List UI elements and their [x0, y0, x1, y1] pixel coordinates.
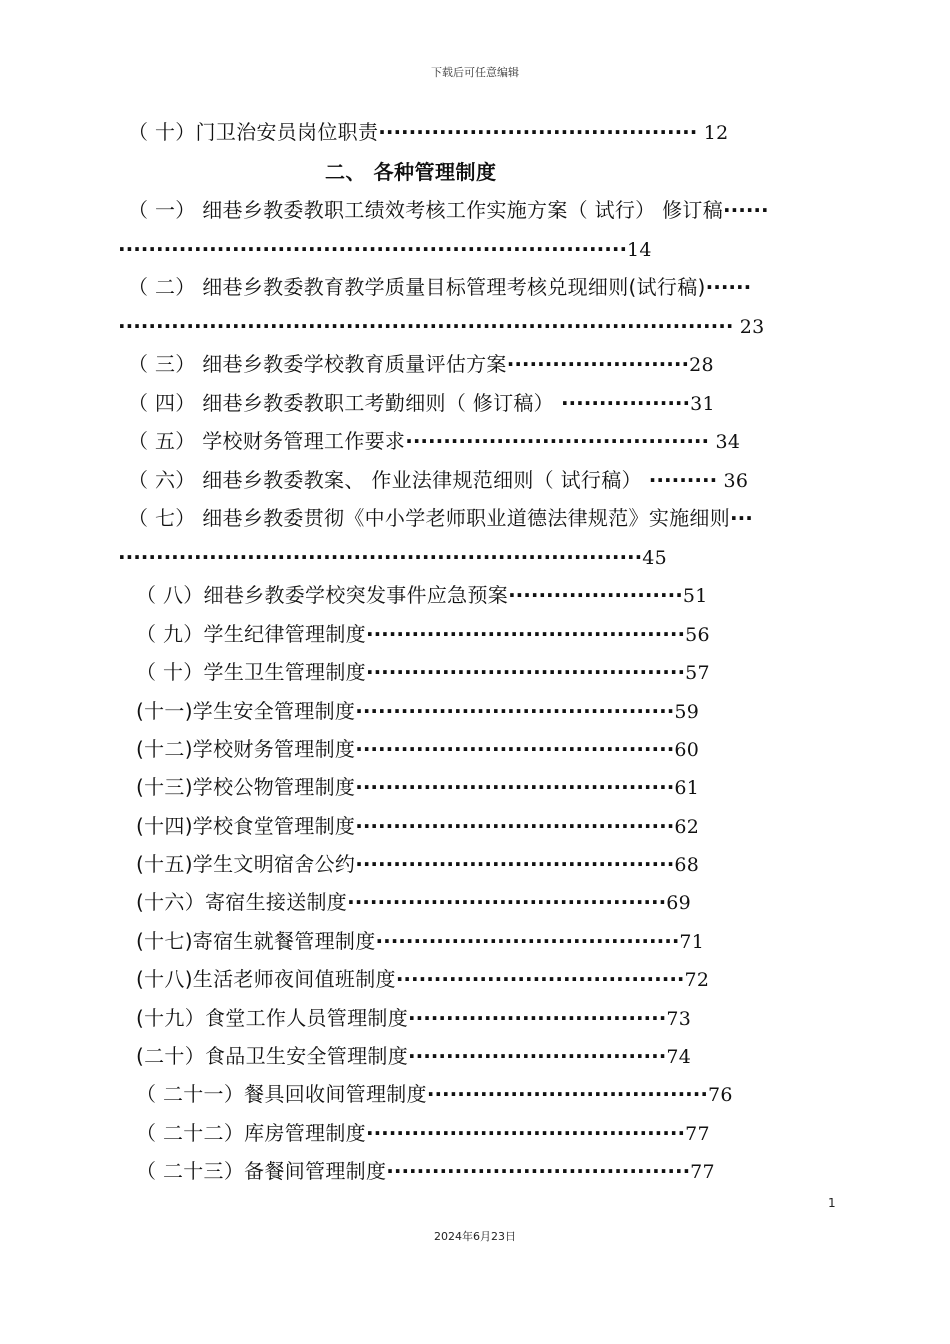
- toc-entry[interactable]: [136, 774, 699, 801]
- toc-leader-dots: ·······················: [508, 583, 683, 607]
- toc-leader-dots: ········································: [386, 1159, 691, 1183]
- toc-entry[interactable]: [128, 390, 715, 417]
- toc-entry[interactable]: [136, 889, 691, 916]
- toc-page-number: 14: [627, 239, 652, 261]
- toc-page-number: 74: [666, 1046, 692, 1068]
- toc-leader-dots: ········································: [375, 929, 680, 953]
- toc-entry-title: (十三)学校公物管理制度: [136, 775, 356, 799]
- toc-entry-title: (十四)学校食堂管理制度: [136, 814, 356, 838]
- toc-entry[interactable]: [136, 736, 699, 763]
- toc-page-number: 28: [689, 354, 714, 376]
- toc-entry[interactable]: [136, 1081, 733, 1108]
- toc-entry-title: （ 三） 细巷乡教委学校教育质量评估方案: [128, 352, 507, 376]
- toc-page-number: 36: [717, 470, 749, 492]
- toc-entry-title: (十七)寄宿生就餐管理制度: [136, 929, 376, 953]
- toc-entry[interactable]: [136, 813, 699, 840]
- toc-page-number: 60: [674, 739, 700, 761]
- toc-leader-dots: ······: [723, 198, 769, 222]
- toc-leader-dots: ··········································: [365, 660, 686, 684]
- toc-page-number: 31: [690, 393, 715, 415]
- toc-leader-dots: ·················: [553, 391, 691, 415]
- toc-page-number: 72: [684, 969, 710, 991]
- footer-date: 2024年6月23日: [434, 1230, 516, 1243]
- toc-leader-dots: ·····································: [426, 1082, 708, 1106]
- toc-leader-dots: ························: [506, 352, 690, 376]
- toc-page-number: 71: [679, 931, 705, 953]
- toc-leader-dots: ···: [730, 506, 753, 530]
- toc-entry[interactable]: [128, 428, 740, 455]
- toc-leader-dots: ······································: [395, 967, 685, 991]
- toc-entry[interactable]: [136, 966, 709, 993]
- toc-entry[interactable]: [136, 582, 708, 609]
- toc-entry-title: (二十）食品卫生安全管理制度: [136, 1044, 409, 1068]
- toc-leader-dots: ··········································: [355, 852, 675, 876]
- toc-page-number: 61: [674, 777, 700, 799]
- toc-leader-dots: ··········································: [355, 737, 675, 761]
- toc-entry-title: （ 七） 细巷乡教委贯彻《中小学老师职业道德法律规范》实施细则: [128, 506, 731, 530]
- toc-entry-title: （ 十）门卫治安员岗位职责: [128, 120, 379, 144]
- toc-leader-dots: ··········································: [347, 890, 667, 914]
- toc-entry-title: (十九）食堂工作人员管理制度: [136, 1006, 409, 1030]
- toc-page-number: 73: [666, 1008, 692, 1030]
- toc-entry-title: (十五)学生文明宿舍公约: [136, 852, 356, 876]
- toc-entry-title: (十八)生活老师夜间值班制度: [136, 967, 396, 991]
- toc-leader-dots: ··········································: [365, 622, 686, 646]
- toc-entry[interactable]: [136, 851, 699, 878]
- toc-page-number: 45: [642, 547, 668, 569]
- toc-entry-title: （ 四） 细巷乡教委教职工考勤细则（ 修订稿）: [128, 391, 554, 415]
- toc-page-number: 69: [666, 892, 691, 914]
- toc-page-number: 51: [682, 585, 708, 607]
- toc-page-number: 76: [707, 1084, 733, 1106]
- toc-leader-dots: ·········: [641, 468, 718, 492]
- toc-leader-dots: ··································: [408, 1044, 667, 1068]
- toc-leader-dots: ·················································································: [118, 314, 734, 338]
- toc-leader-dots: ··········································: [355, 775, 675, 799]
- toc-page-number: 34: [709, 431, 741, 453]
- toc-leader-dots: ······: [705, 275, 752, 299]
- toc-entry[interactable]: [136, 698, 699, 725]
- toc-entry[interactable]: [128, 351, 714, 378]
- toc-leader-dots: ··········································: [355, 814, 675, 838]
- toc-entry[interactable]: [128, 505, 753, 532]
- toc-leader-dots: ········································: [405, 429, 710, 453]
- toc-entry[interactable]: [136, 928, 704, 955]
- toc-page-number: 56: [685, 624, 710, 646]
- toc-entry[interactable]: [136, 1120, 710, 1147]
- toc-entry[interactable]: [136, 1043, 691, 1070]
- toc-entry-title: （ 八）细巷乡教委学校突发事件应急预案: [136, 583, 509, 607]
- toc-entry[interactable]: [128, 119, 729, 146]
- toc-page-number: 68: [674, 854, 700, 876]
- toc-entry-title: （ 一） 细巷乡教委教职工绩效考核工作实施方案（ 试行） 修订稿: [128, 198, 724, 222]
- toc-entry[interactable]: [136, 1158, 715, 1185]
- toc-entry-title: (十六）寄宿生接送制度: [136, 890, 348, 914]
- toc-entry-title: (十二)学校财务管理制度: [136, 737, 356, 761]
- toc-page-number: 57: [685, 662, 710, 684]
- toc-entry-title: （ 九）学生纪律管理制度: [136, 622, 366, 646]
- toc-entry[interactable]: [136, 621, 710, 648]
- toc-entry-title: （ 十）学生卫生管理制度: [136, 660, 366, 684]
- toc-page-number: 77: [690, 1161, 715, 1183]
- toc-entry[interactable]: [128, 467, 748, 494]
- section-title: 二、 各种管理制度: [325, 160, 497, 184]
- toc-page-number: 23: [733, 316, 765, 338]
- toc-entry[interactable]: [128, 274, 751, 301]
- toc-entry-title: （ 五） 学校财务管理工作要求: [128, 429, 406, 453]
- toc-entry-continuation[interactable]: [118, 236, 652, 263]
- toc-entry[interactable]: [136, 1005, 691, 1032]
- toc-entry[interactable]: [128, 197, 769, 224]
- toc-page-number: 12: [697, 122, 729, 144]
- toc-entry-title: （ 二） 细巷乡教委教育教学质量目标管理考核兑现细则(试行稿): [128, 275, 706, 299]
- toc-leader-dots: ··········································: [355, 699, 675, 723]
- page-number: 1: [828, 1196, 836, 1210]
- toc-leader-dots: ··········································: [378, 120, 698, 144]
- toc-entry-title: （ 二十二）库房管理制度: [136, 1121, 366, 1145]
- toc-page-number: 62: [674, 816, 700, 838]
- toc-leader-dots: ·····································································: [118, 545, 643, 569]
- toc-entry-title: （ 二十三）备餐间管理制度: [136, 1159, 387, 1183]
- toc-entry-title: （ 六） 细巷乡教委教案、 作业法律规范细则（ 试行稿）: [128, 468, 642, 492]
- toc-entry-continuation[interactable]: [118, 313, 765, 340]
- toc-entry-continuation[interactable]: [118, 544, 667, 571]
- toc-leader-dots: ···································································: [118, 237, 628, 261]
- toc-entry-title: （ 二十一）餐具回收间管理制度: [136, 1082, 427, 1106]
- toc-entry[interactable]: [136, 659, 710, 686]
- toc-entry-title: (十一)学生安全管理制度: [136, 699, 356, 723]
- header-note: 下载后可任意编辑: [431, 66, 519, 79]
- toc-leader-dots: ··································: [408, 1006, 667, 1030]
- toc-page-number: 59: [674, 701, 700, 723]
- toc-leader-dots: ··········································: [365, 1121, 686, 1145]
- toc-page-number: 77: [685, 1123, 710, 1145]
